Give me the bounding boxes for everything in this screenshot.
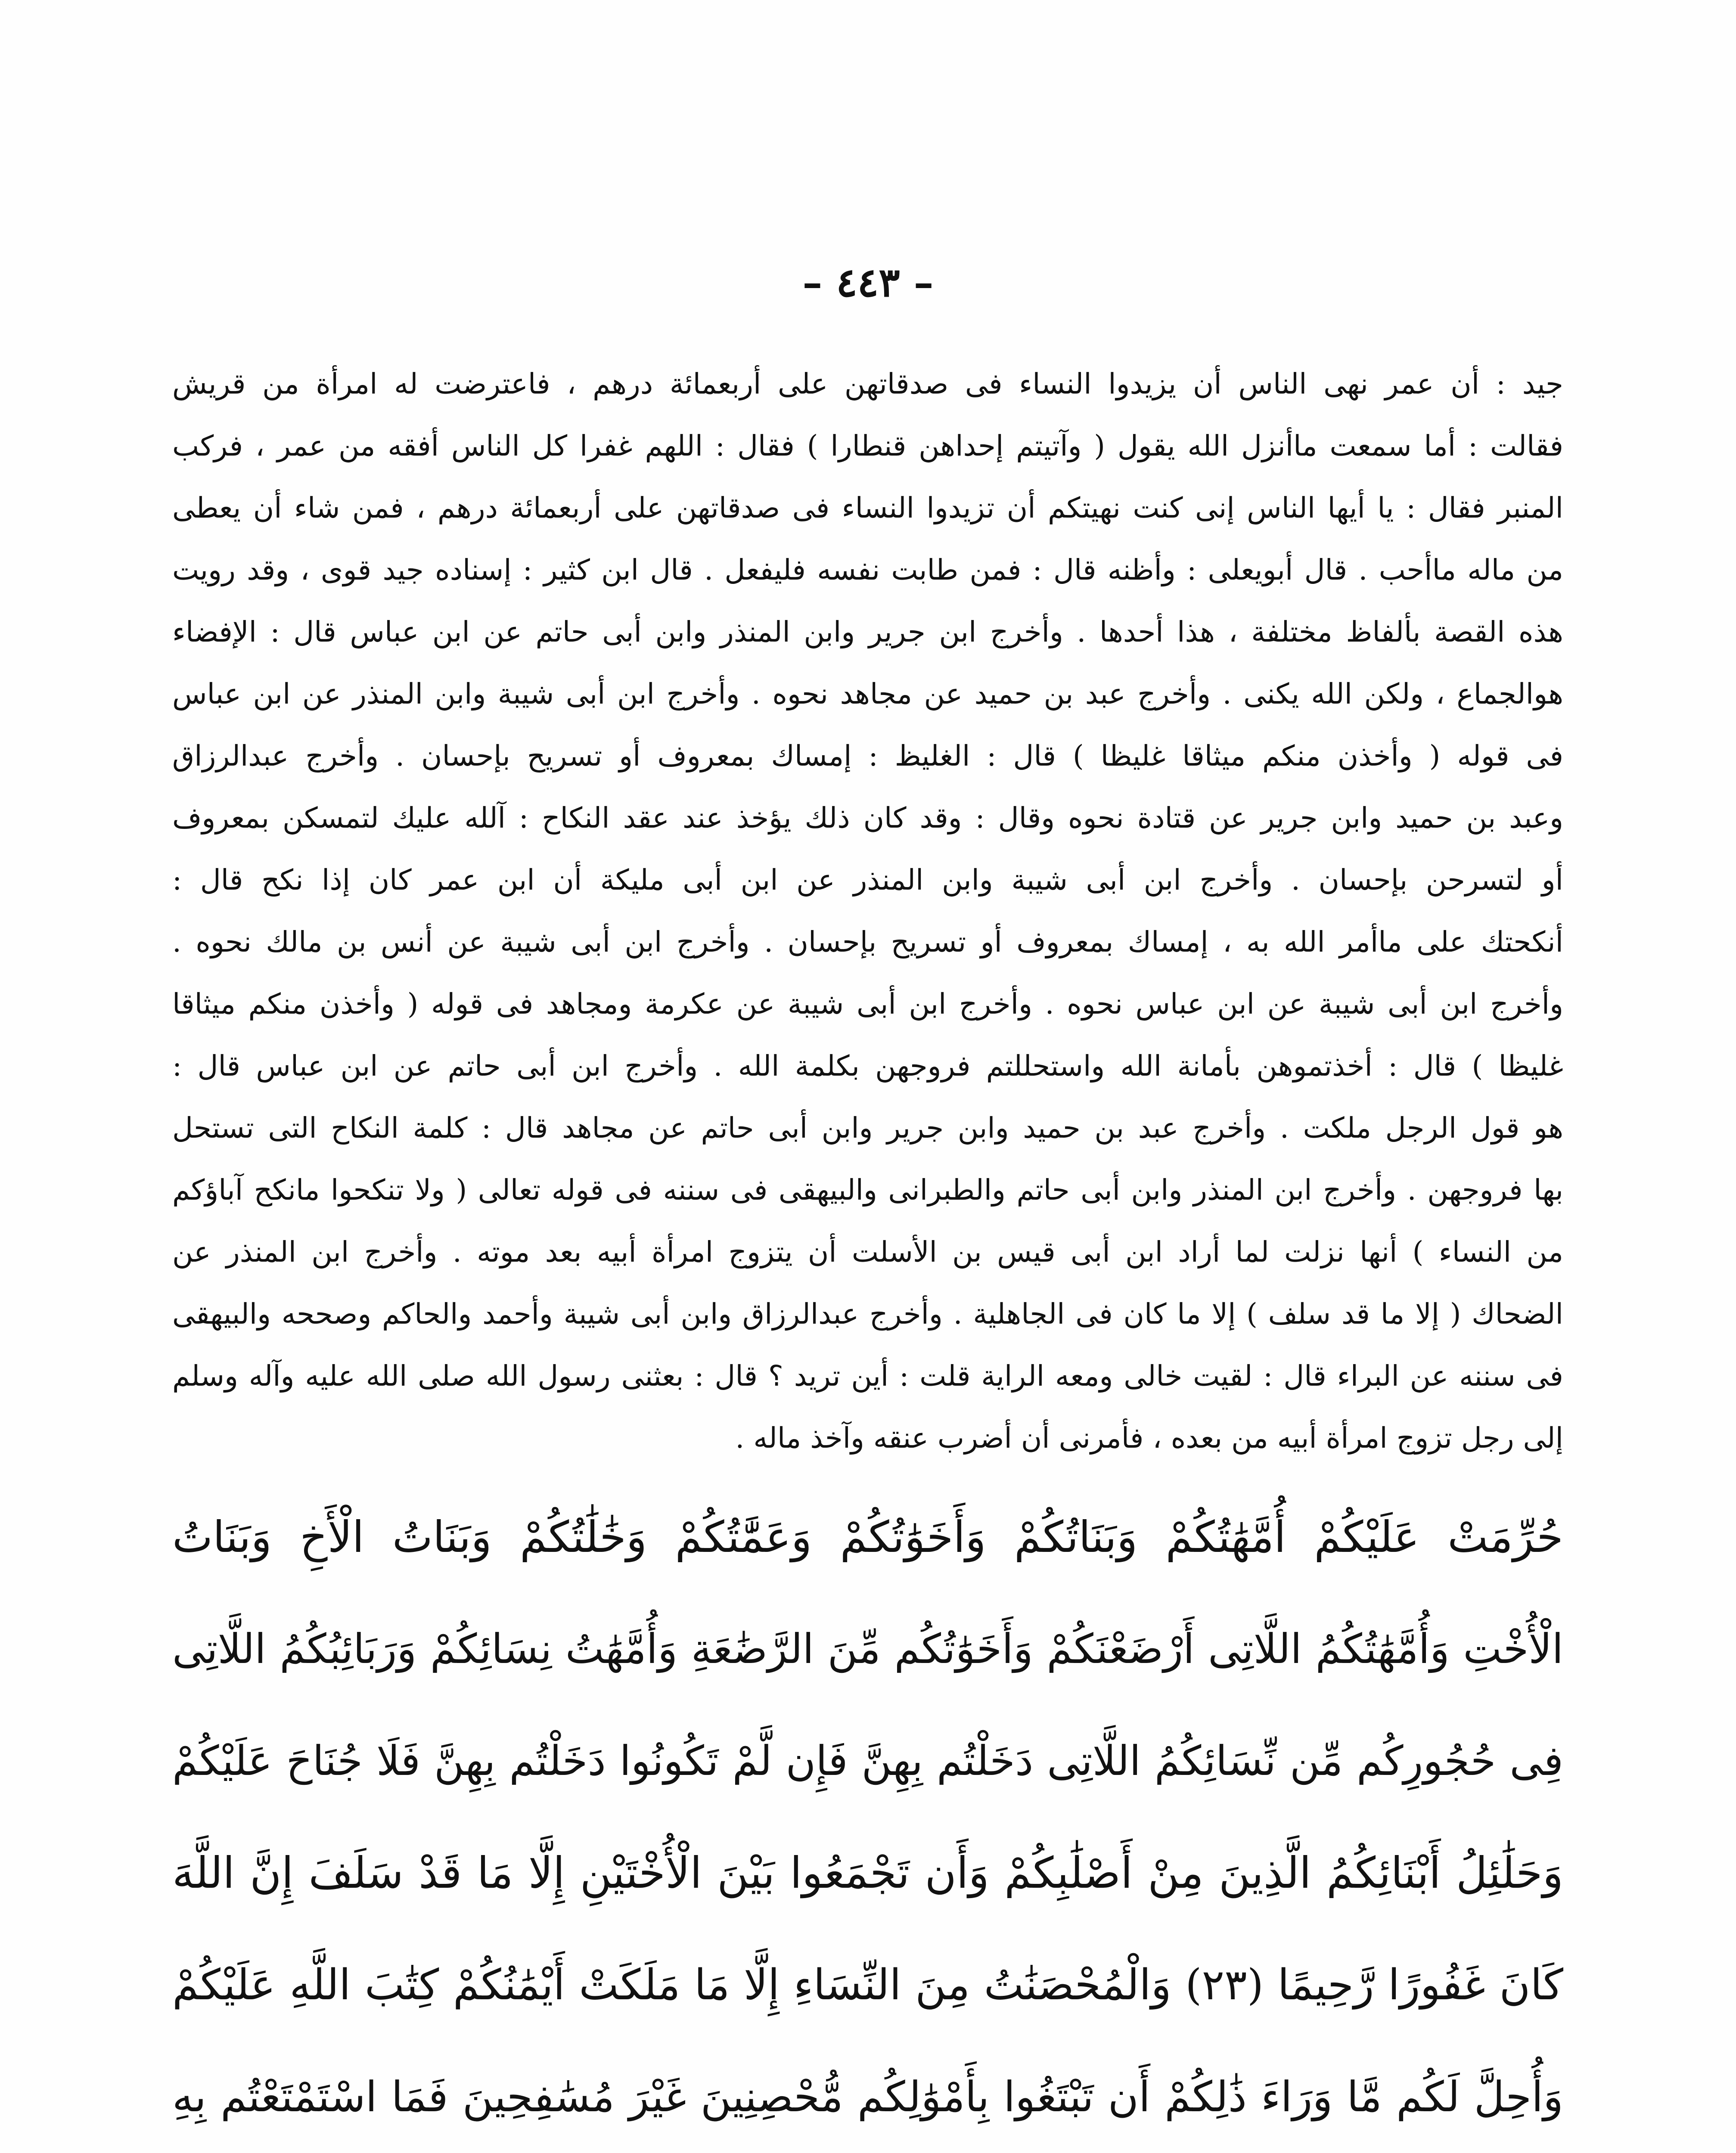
commentary-line: المنبر فقال : يا أيها الناس إنى كنت نهيتكم أن تزيدوا النساء فى صدقاتهن على أربعمائة درهم ، فمن شاء أن يعطى [172,491,1563,524]
commentary-line: أنكحتك على ماأمر الله به ، إمساك بمعروف أو تسريح بإحسان . وأخرج ابن أبى شيبة عن أنس بن مالك نحوه . [172,925,1563,959]
verse-line: وَحَلَٰئِلُ أَبْنَائِكُمُ الَّذِينَ مِنْ أَصْلَٰبِكُمْ وَأَن تَجْمَعُوا بَيْنَ الْأُخْتَيْنِ إِلَّا مَا قَدْ سَلَفَ إِنَّ اللَّهَ [172,1848,1563,1898]
commentary-line: الضحاك ( إلا ما قد سلف ) إلا ما كان فى الجاهلية . وأخرج عبدالرزاق وابن أبى شيبة وأحمد والحاكم وصححه والبيهقى [172,1297,1563,1331]
page-number: – ٤٤٣ – [802,259,934,306]
commentary-line: وعبد بن حميد وابن جرير عن قتادة نحوه وقال : وقد كان ذلك يؤخذ عند عقد النكاح : آلله عليك لتمسكن بمعروف [172,801,1563,835]
verse-line: الْأُخْتِ وَأُمَّهَٰتُكُمُ اللَّاتِى أَرْضَعْنَكُمْ وَأَخَوَٰتُكُم مِّنَ الرَّضَٰعَةِ وَأُمَّهَٰتُ نِسَائِكُمْ وَرَبَائِبُكُمُ اللَّاتِى [172,1626,1563,1673]
verse-line: حُرِّمَتْ عَلَيْكُمْ أُمَّهَٰتُكُمْ وَبَنَاتُكُمْ وَأَخَوَٰتُكُمْ وَعَمَّٰتُكُمْ وَخَٰلَٰتُكُمْ وَبَنَاتُ الْأَخِ وَبَنَاتُ [172,1512,1563,1562]
commentary-line: جيد : أن عمر نهى الناس أن يزيدوا النساء فى صدقاتهن على أربعمائة درهم ، فاعترضت له امرأة من قريش [172,367,1563,400]
commentary-line: فقالت : أما سمعت ماأنزل الله يقول ( وآتيتم إحداهن قنطارا ) فقال : اللهم غفرا كل الناس أفقه من عمر ، فركب [172,429,1563,462]
quran-verses-block [172,1481,1563,2153]
commentary-line: من النساء ) أنها نزلت لما أراد ابن أبى قيس بن الأسلت أن يتزوج امرأة أبيه بعد موته . وأخرج ابن المنذر عن [172,1235,1563,1269]
commentary-line: فى قوله ( وأخذن منكم ميثاقا غليظا ) قال : الغليظ : إمساك بمعروف أو تسريح بإحسان . وأخرج عبدالرزاق [172,739,1563,772]
commentary-line: هوالجماع ، ولكن الله يكنى . وأخرج عبد بن حميد عن مجاهد نحوه . وأخرج ابن أبى شيبة وابن المنذر عن ابن عباس [172,677,1563,710]
commentary-line: من ماله ماأحب . قال أبويعلى : وأظنه قال : فمن طابت نفسه فليفعل . قال ابن كثير : إسناده جيد قوى ، وقد رويت [172,553,1563,586]
commentary-line: وأخرج ابن أبى شيبة عن ابن عباس نحوه . وأخرج ابن أبى شيبة عن عكرمة ومجاهد فى قوله ( وأخذن منكم ميثاقا [172,987,1563,1021]
commentary-line: أو لتسرحن بإحسان . وأخرج ابن أبى شيبة وابن المنذر عن ابن أبى مليكة أن ابن عمر كان إذا نكح قال : [172,863,1563,897]
commentary-line: إلى رجل تزوج امرأة أبيه من بعده ، فأمرنى أن أضرب عنقه وآخذ ماله . [735,1421,1563,1455]
commentary-line: فى سننه عن البراء قال : لقيت خالى ومعه الراية قلت : أين تريد ؟ قال : بعثنى رسول الله صلى الله عليه وآله وسلم [172,1359,1563,1393]
commentary-line: بها فروجهن . وأخرج ابن المنذر وابن أبى حاتم والطبرانى والبيهقى فى سننه فى قوله تعالى ( ولا تنكحوا مانكح آباؤكم [172,1173,1563,1207]
commentary-line: غليظا ) قال : أخذتموهن بأمانة الله واستحللتم فروجهن بكلمة الله . وأخرج ابن أبى حاتم عن ابن عباس قال : [172,1049,1563,1083]
commentary-line: هو قول الرجل ملكت . وأخرج عبد بن حميد وابن جرير وابن أبى حاتم عن مجاهد قال : كلمة النكاح التى تستحل [172,1111,1563,1145]
commentary-block [172,353,1563,1469]
verse-line: كَانَ غَفُورًا رَّحِيمًا (٢٣) وَالْمُحْصَنَٰتُ مِنَ النِّسَاءِ إِلَّا مَا مَلَكَتْ أَيْمَٰنُكُمْ كِتَٰبَ اللَّهِ عَلَيْكُمْ [172,1961,1563,2010]
verse-line: وَأُحِلَّ لَكُم مَّا وَرَاءَ ذَٰلِكُمْ أَن تَبْتَغُوا بِأَمْوَٰلِكُم مُّحْصِنِينَ غَيْرَ مُسَٰفِحِينَ فَمَا اسْتَمْتَعْتُم بِهِ [172,2072,1563,2121]
commentary-line: هذه القصة بألفاظ مختلفة ، هذا أحدها . وأخرج ابن جرير وابن المنذر وابن أبى حاتم عن ابن عباس قال : الإفضاء [172,615,1563,648]
verse-line: فِى حُجُورِكُم مِّن نِّسَائِكُمُ اللَّاتِى دَخَلْتُم بِهِنَّ فَإِن لَّمْ تَكُونُوا دَخَلْتُم بِهِنَّ فَلَا جُنَاحَ عَلَيْكُمْ [172,1737,1563,1785]
